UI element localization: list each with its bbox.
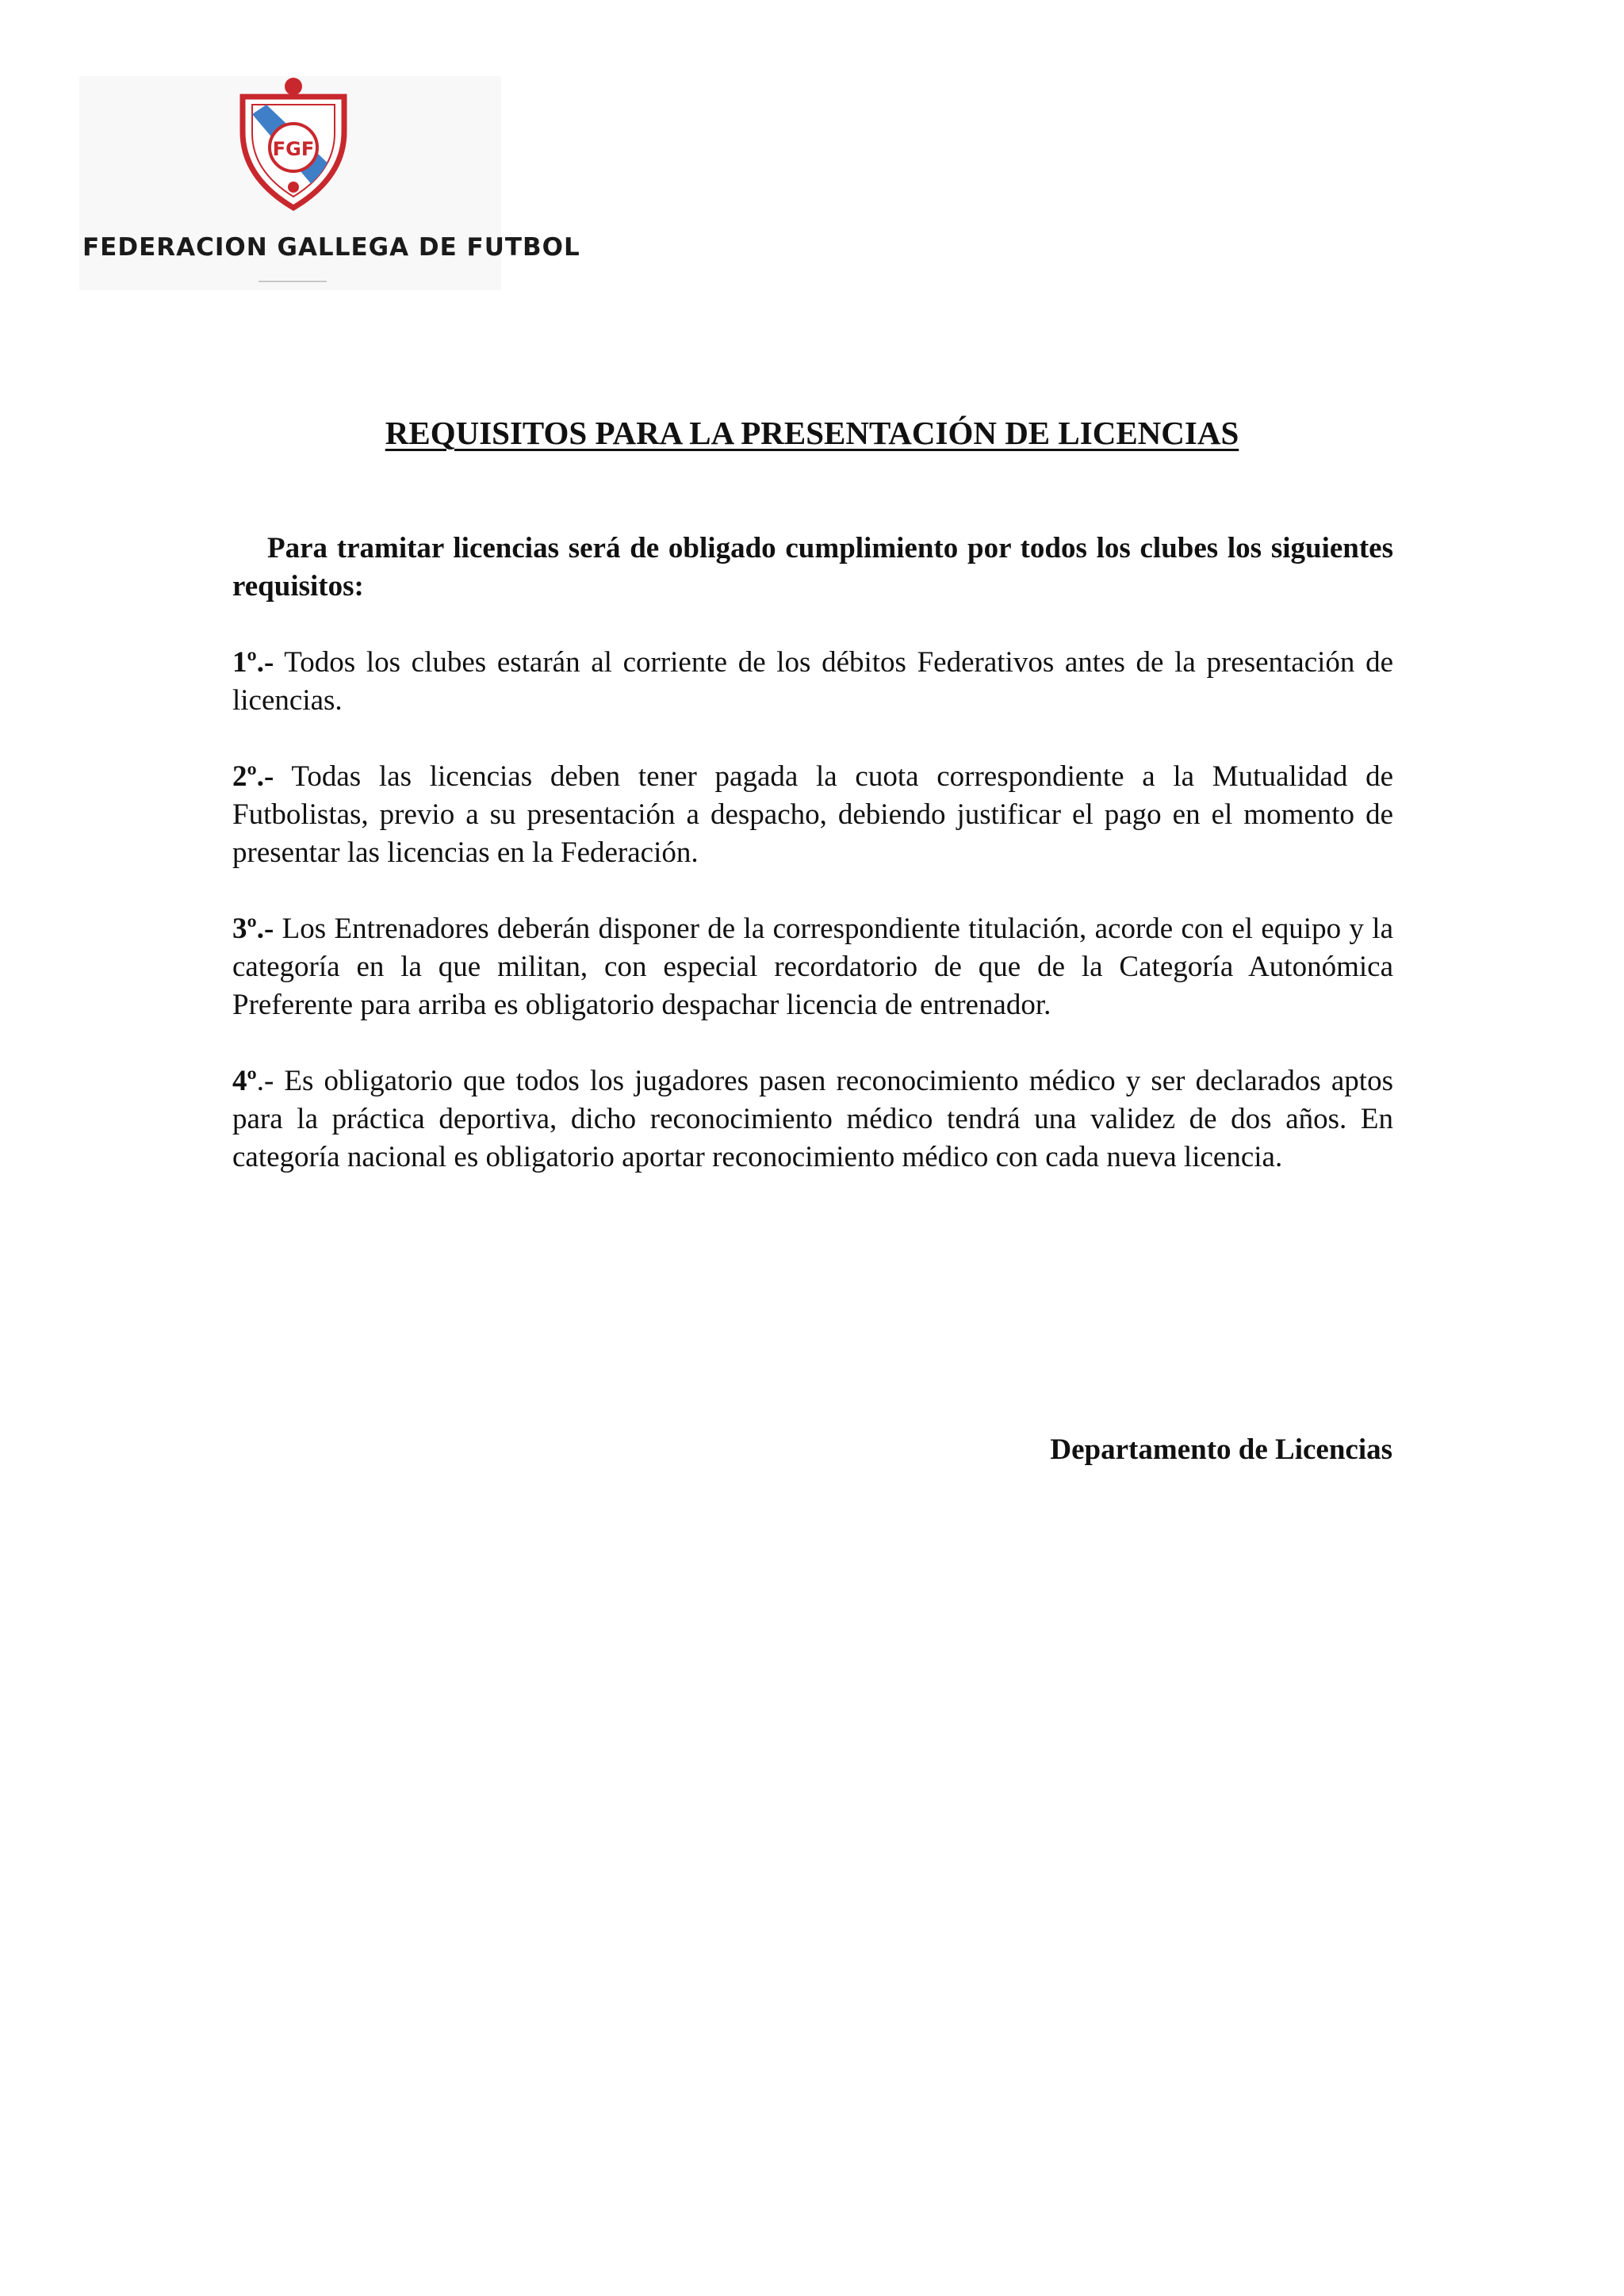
- requirement-number: 4º: [232, 1065, 257, 1097]
- requirement-number: 1º.-: [232, 646, 274, 679]
- logo-divider: [259, 281, 327, 282]
- requirement-1: [232, 644, 1393, 720]
- requirement-2: [232, 758, 1393, 872]
- requirement-4: [232, 1062, 1393, 1177]
- svg-text:FGF: FGF: [272, 138, 315, 160]
- requirement-text: Todos los clubes estarán al corriente de los débitos Federativos antes de la presentación de licencias.: [232, 646, 1393, 717]
- federation-logo: [79, 76, 580, 290]
- signature: Departamento de Licencias: [1050, 1433, 1392, 1466]
- requirement-text: Los Entrenadores deberán disponer de la correspondiente titulación, acorde con el equipo y la categoría en la que militan, con especial recordatorio de que de la Categoría Autonómica Preferente para arriba es obligatorio despachar licencia de entrenador.: [232, 913, 1393, 1021]
- document-title: REQUISITOS PARA LA PRESENTACIÓN DE LICENCIAS: [385, 415, 1239, 451]
- requirement-number: 3º.-: [232, 913, 274, 945]
- requirement-number: 2º.-: [232, 760, 274, 793]
- requirement-3: [232, 910, 1393, 1024]
- requirement-text: .- Es obligatorio que todos los jugadores pasen reconocimiento médico y ser declarados aptos para la práctica deportiva, dicho reconocimiento médico tendrá una validez de dos años. En categoría nacional es obligatorio aportar reconocimiento médico con cada nueva licencia.: [232, 1065, 1393, 1173]
- document-body: [232, 530, 1393, 1215]
- intro-paragraph: Para tramitar licencias será de obligado cumplimiento por todos los clubes los siguientes requisitos:: [232, 532, 1393, 603]
- federation-name: FEDERACION GALLEGA DE FUTBOL: [82, 233, 580, 262]
- crest-icon: [235, 76, 352, 211]
- requirement-text: Todas las licencias deben tener pagada la cuota correspondiente a la Mutualidad de Futbolistas, previo a su presentación a despacho, debiendo justificar el pago en el momento de presentar las licencias en la Federación.: [232, 760, 1393, 869]
